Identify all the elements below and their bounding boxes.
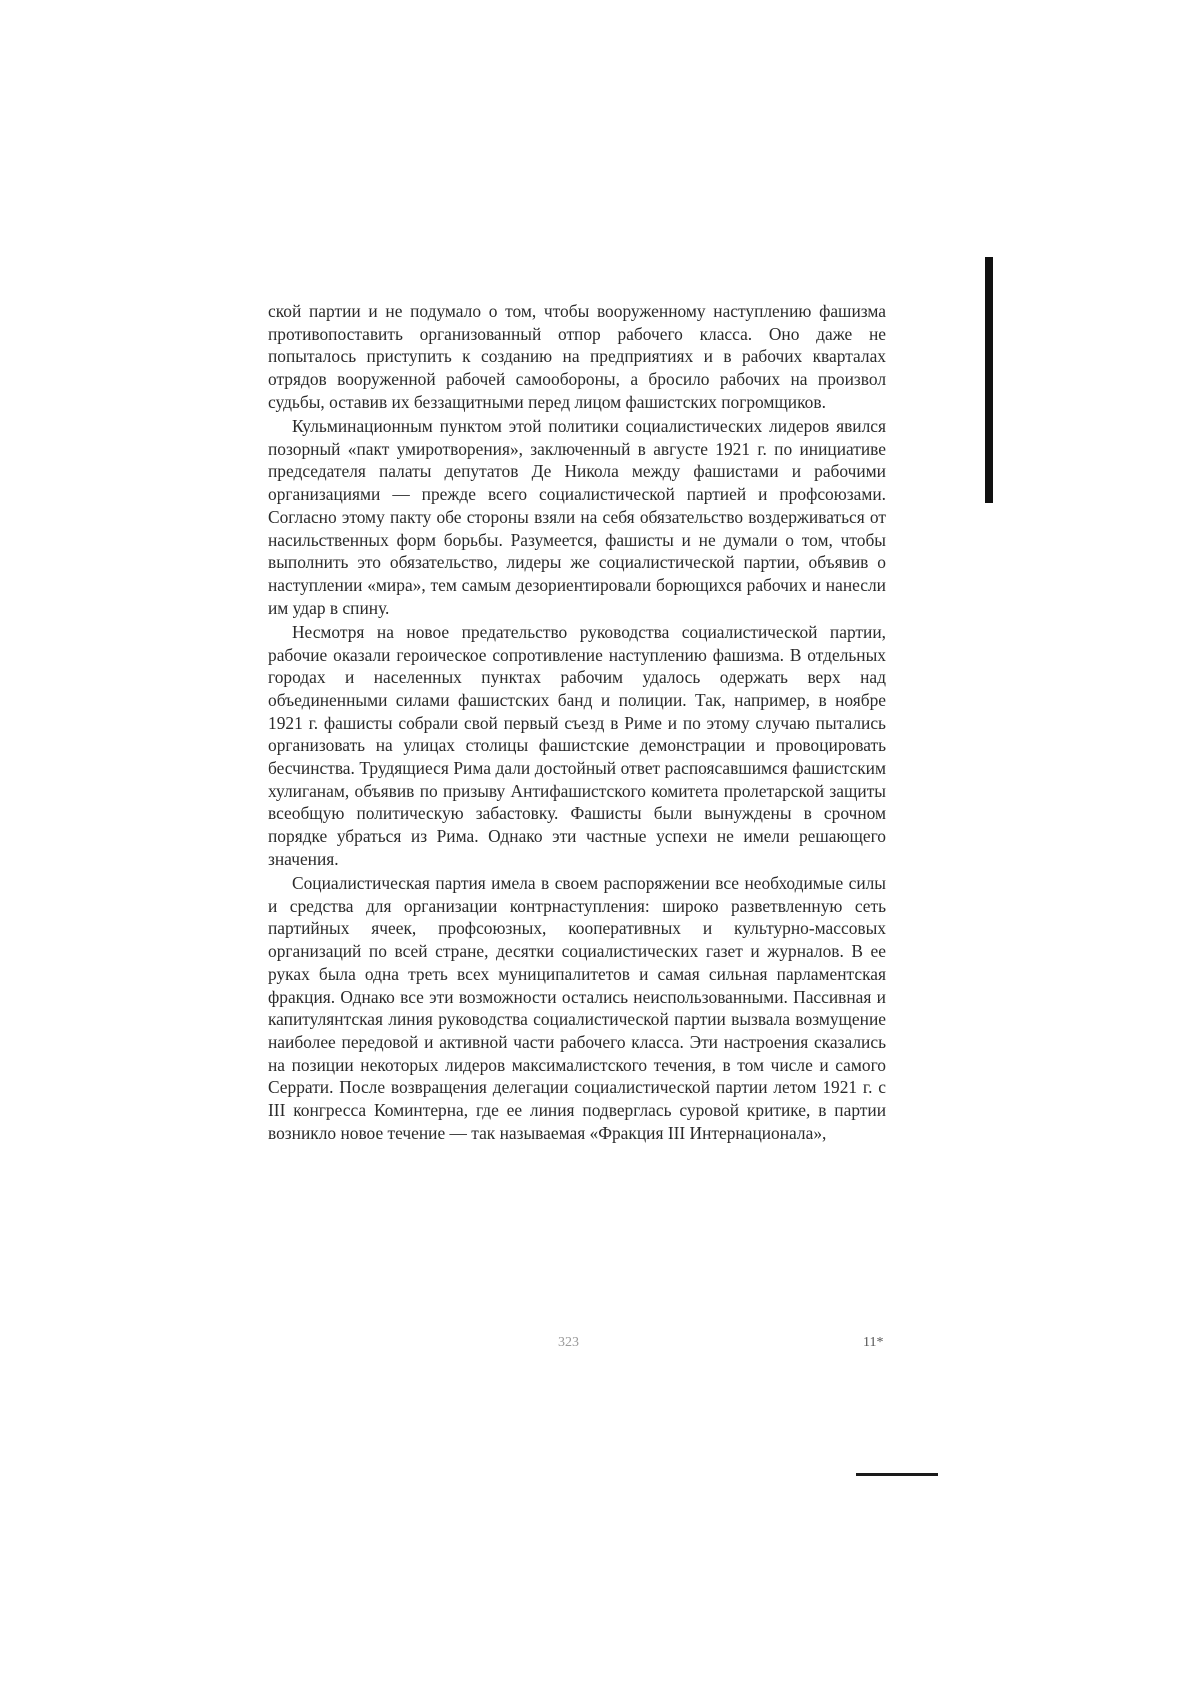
paragraph-continued: ской партии и не подумало о том, чтобы вооруженному наступлению фашизма противопоставить организованный отпор рабочего класса. Оно даже не попыталось приступить к созданию на предприятиях и в рабочих кварталах отрядов вооруженной рабочей самообороны, а бросило рабочих на произвол судьбы, оставив их беззащитными перед лицом фашистских погромщиков. (268, 301, 886, 412)
scan-line-mark (856, 1473, 938, 1476)
paragraph: Несмотря на новое предательство руководства социалистической партии, рабочие оказали героическое сопротивление наступлению фашизма. В отдельных городах и населенных пунктах рабочим удалось одержать верх над объединенными силами фашистских банд и полиции. Так, например, в ноябре 1921 г. фашисты собрали свой первый съезд в Риме и по этому случаю пытались организовать на улицах столицы фашистские демонстрации и провоцировать бесчинства. Трудящиеся Рима дали достойный ответ распоясавшимся фашистским хулиганам, объявив по призыву Антифашистского комитета пролетарской защиты всеобщую политическую забастовку. Фашисты были вынуждены в срочном порядке убраться из Рима. Однако эти частные успехи не имели решающего значения. (268, 621, 886, 869)
scan-edge-mark (985, 257, 993, 503)
body-text (268, 300, 886, 1146)
page-number: 323 (558, 1335, 579, 1350)
paragraph: Кульминационным пунктом этой политики социалистических лидеров явился позорный «пакт умиротворения», заключенный в августе 1921 г. по инициативе председателя палаты депутатов Де Никола между фашистами и рабочими организациями — прежде всего социалистической партией и профсоюзами. Согласно этому пакту обе стороны взяли на себя обязательство воздерживаться от насильственных форм борьбы. Разумеется, фашисты и не думали о том, чтобы выполнить это обязательство, лидеры же социалистической партии, объявив о наступлении «мира», тем самым дезориентировали борющихся рабочих и нанесли им удар в спину. (268, 416, 886, 618)
signature-mark: 11* (863, 1335, 884, 1350)
paragraph: Социалистическая партия имела в своем распоряжении все необходимые силы и средства для организации контрнаступления: широко разветвленную сеть партийных ячеек, профсоюзных, кооперативных и культурно-массовых организаций по всей стране, десятки социалистических газет и журналов. В ее руках была одна треть всех муниципалитетов и самая сильная парламентская фракция. Однако все эти возможности остались неиспользованными. Пассивная и капитулянтская линия руководства социалистической партии вызвала возмущение наиболее передовой и активной части рабочего класса. Эти настроения сказались на позиции некоторых лидеров максималистского течения, в том числе и самого Серрати. После возвращения делегации социалистической партии летом 1921 г. с III конгресса Коминтерна, где ее линия подверглась суровой критике, в партии возникло новое течение — так называемая «Фракция III Интернационала», (268, 873, 886, 1143)
